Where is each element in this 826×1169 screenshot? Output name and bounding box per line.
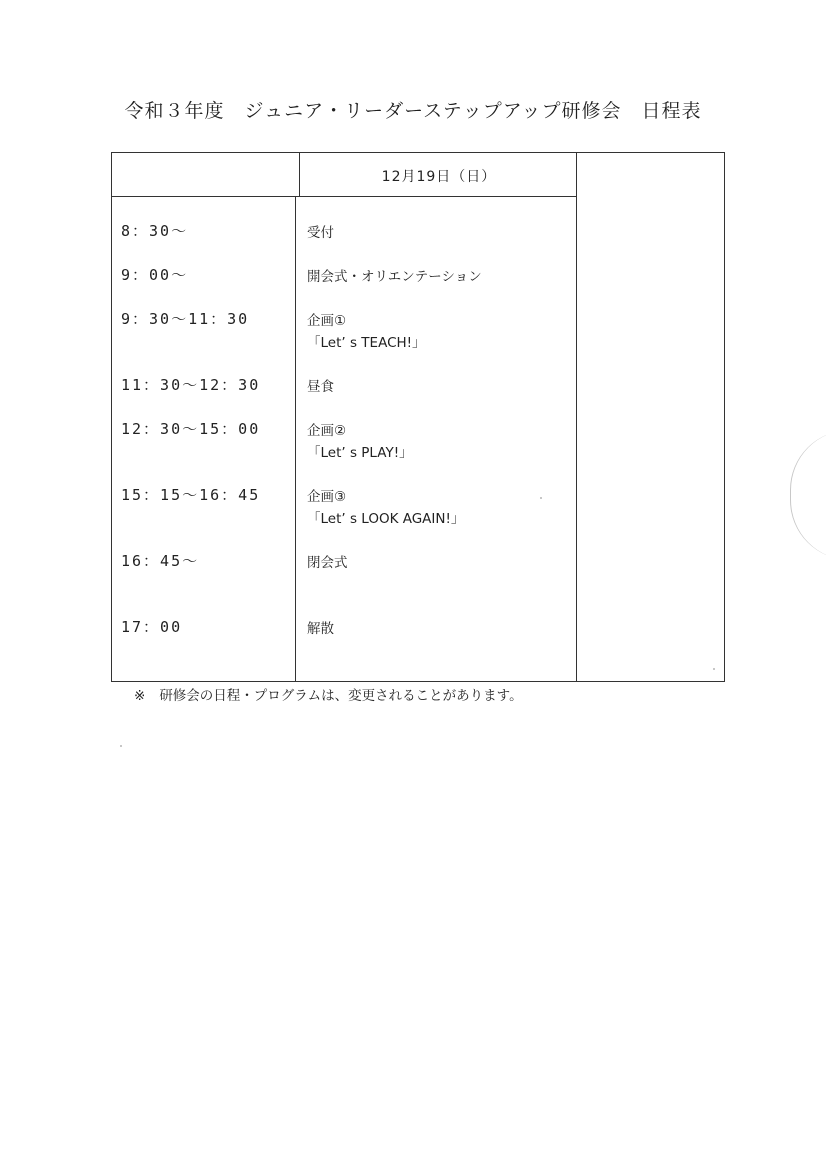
schedule-table: [111, 152, 725, 682]
schedule-time: 11：30～12：30: [121, 376, 261, 394]
program-line: 昼食: [307, 379, 334, 395]
note-mark: ※: [134, 688, 146, 704]
program-line: 「Let’ s LOOK AGAIN!」: [307, 511, 465, 527]
program-line: 「Let’ s TEACH!」: [307, 335, 426, 351]
schedule-program: [307, 618, 334, 640]
schedule-time: 17：00: [121, 618, 183, 636]
schedule-time: 9：00～: [121, 266, 189, 284]
column-divider-left: [295, 196, 296, 681]
program-line: 企画②: [307, 423, 347, 439]
program-line: 企画③: [307, 489, 347, 505]
schedule-program: [307, 376, 334, 398]
date-header: 12月19日（日）: [381, 169, 497, 185]
program-line: 開会式・オリエンテーション: [307, 269, 482, 285]
schedule-program: [307, 222, 334, 244]
schedule-time: 16：45～: [121, 552, 200, 570]
schedule-program: [307, 420, 413, 464]
schedule-program: [307, 266, 482, 288]
table-border: [111, 152, 725, 682]
schedule-program: [307, 486, 464, 530]
scan-speck: [713, 668, 715, 670]
note-text: 研修会の日程・プログラムは、変更されることがあります。: [159, 688, 523, 704]
program-line: 閉会式: [307, 555, 348, 571]
scan-speck: [120, 745, 122, 747]
column-divider-right: [576, 152, 577, 681]
scan-speck: [540, 497, 542, 499]
schedule-note: [134, 684, 523, 704]
program-line: 受付: [307, 225, 334, 241]
scan-edge-curve: [790, 430, 826, 560]
column-divider-header-left: [299, 152, 300, 196]
schedule-time: 12：30～15：00: [121, 420, 261, 438]
program-line: 「Let’ s PLAY!」: [307, 445, 413, 461]
program-line: 企画①: [307, 313, 347, 329]
schedule-program: [307, 310, 426, 354]
header-divider: [111, 196, 577, 197]
document-title: 令和３年度 ジュニア・リーダーステップアップ研修会 日程表: [124, 100, 702, 122]
schedule-time: 15：15～16：45: [121, 486, 261, 504]
program-line: 解散: [307, 621, 334, 637]
schedule-time: 8：30～: [121, 222, 189, 240]
schedule-time: 9：30～11：30: [121, 310, 250, 328]
schedule-program: [307, 552, 348, 574]
